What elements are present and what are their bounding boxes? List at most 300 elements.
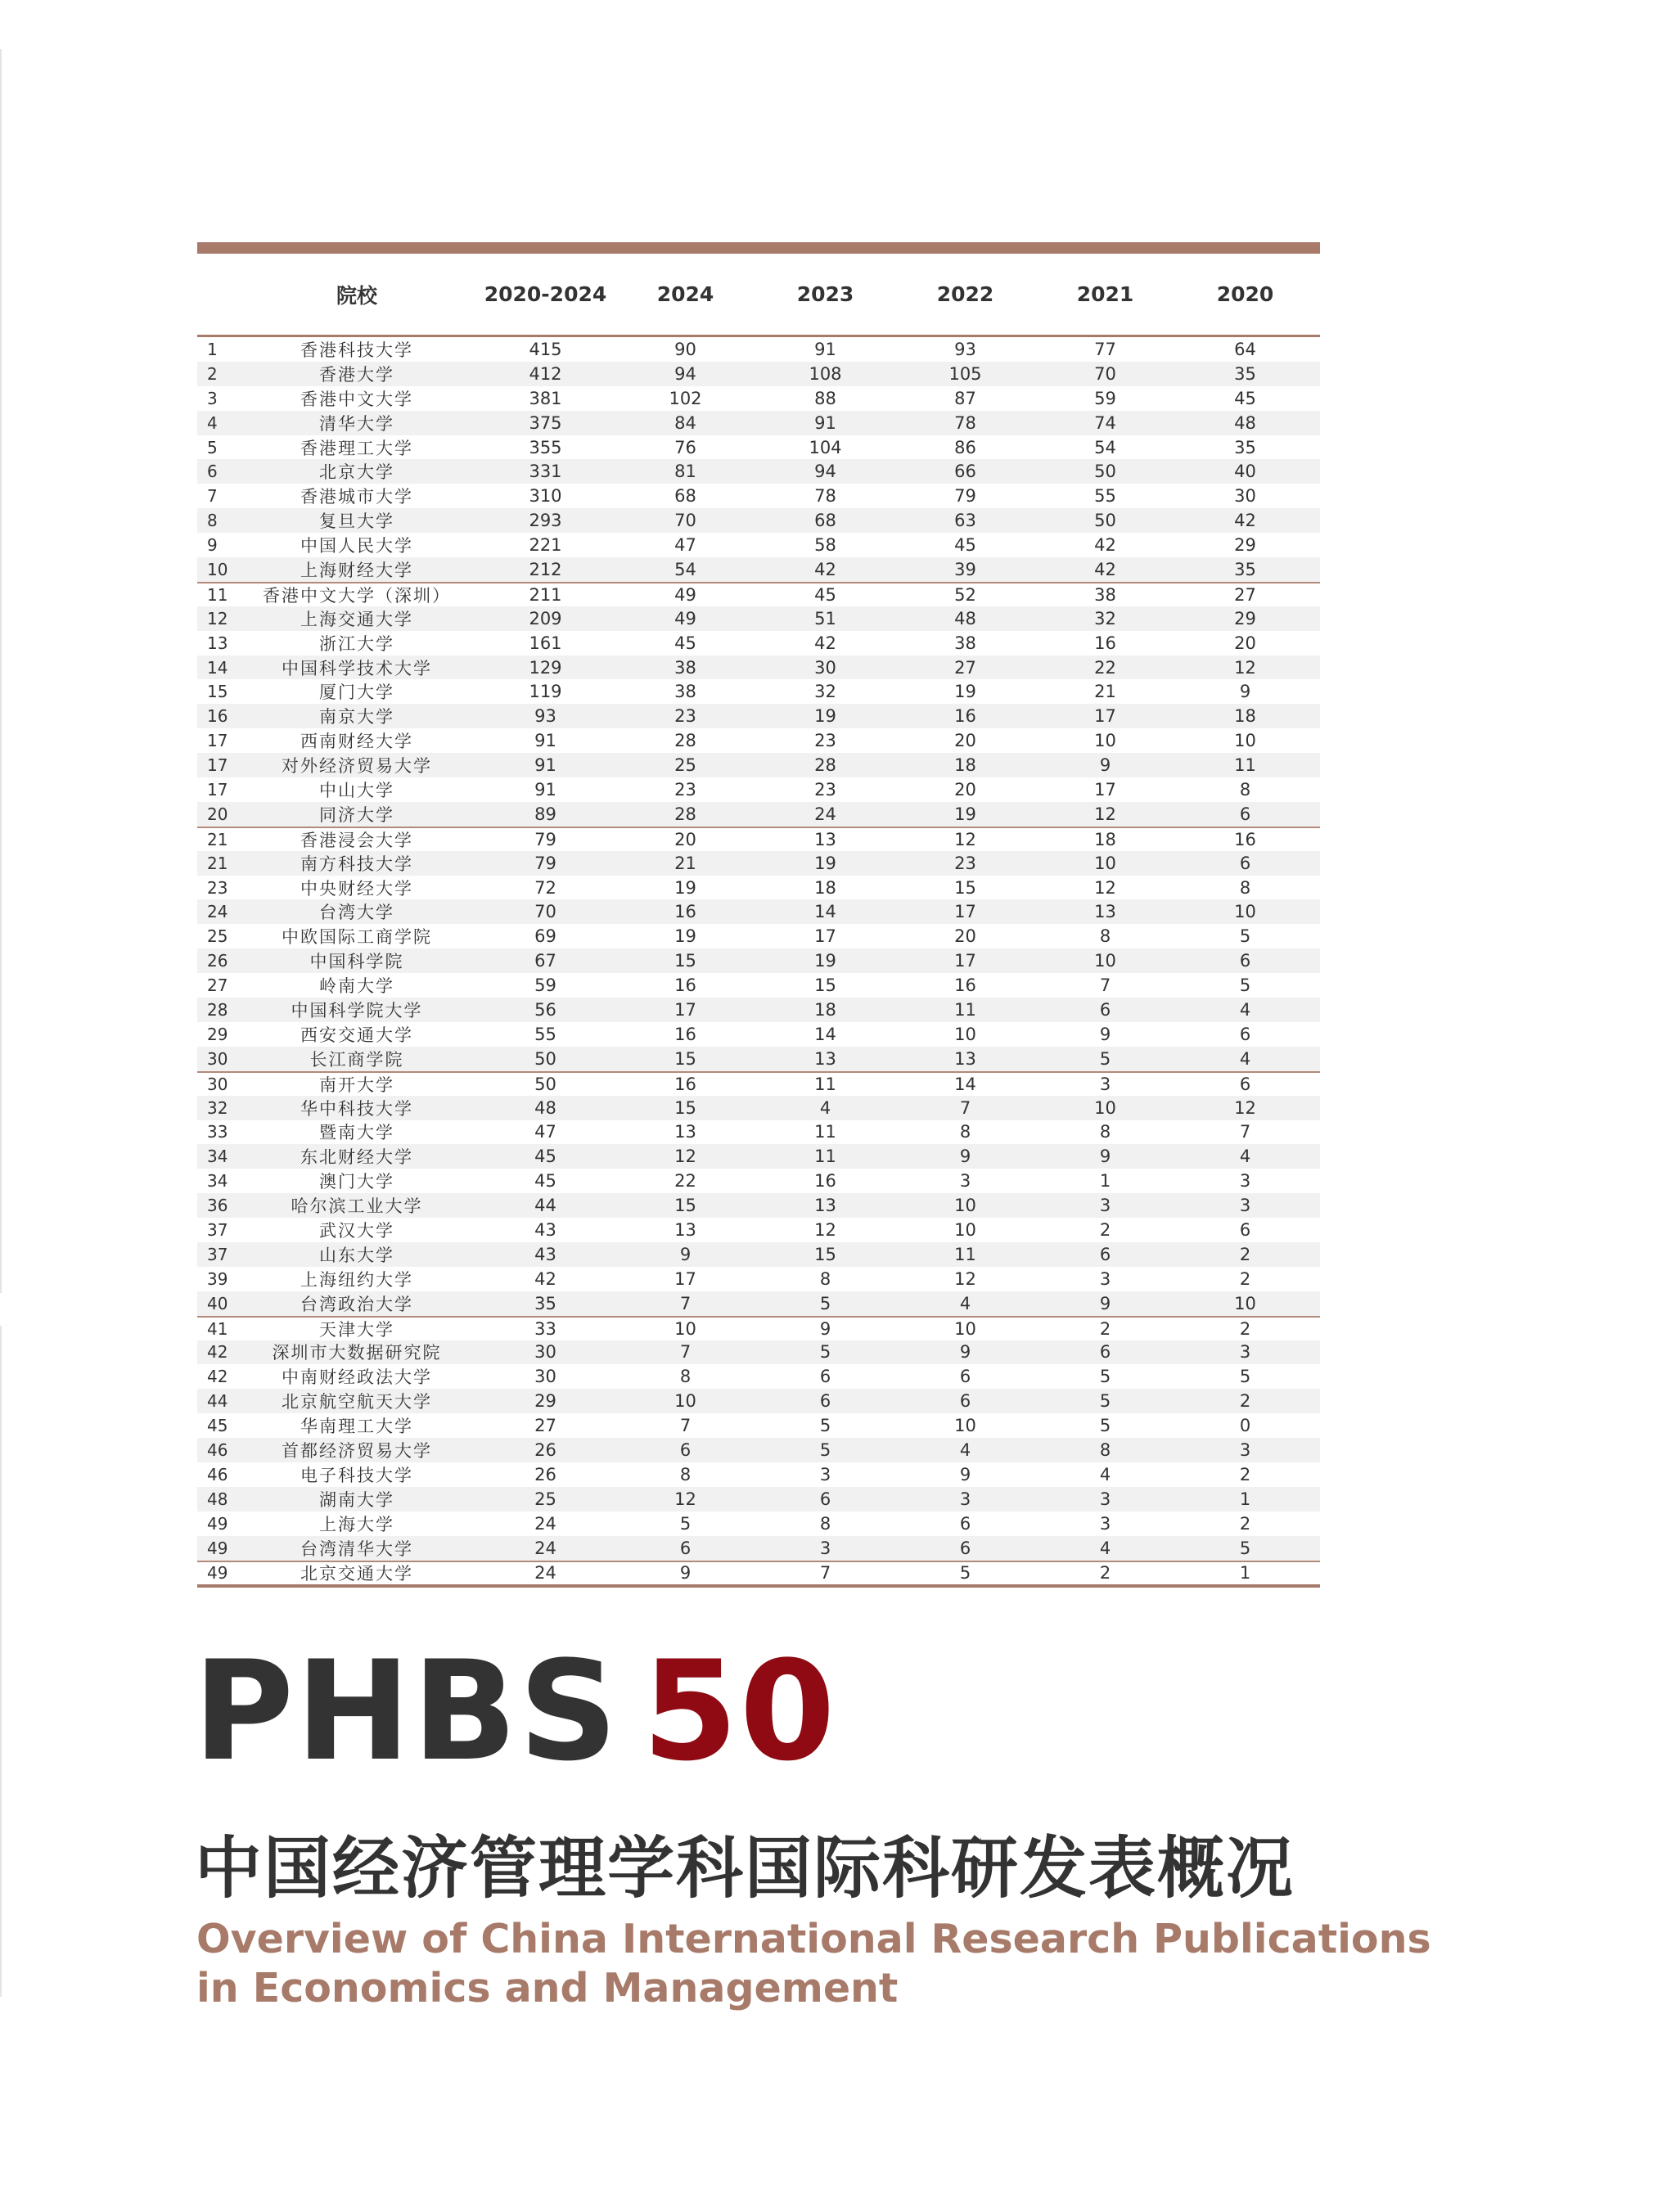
cell-institution: 香港城市大学 [300, 487, 413, 507]
cell-2022: 16 [954, 975, 976, 996]
cell-2024: 38 [674, 657, 696, 678]
cell-2021: 42 [1094, 535, 1116, 556]
cell-2020: 40 [1234, 462, 1256, 482]
cell-rank: 21 [207, 853, 228, 873]
cell-2020: 64 [1234, 339, 1256, 359]
cell-total: 129 [529, 657, 562, 678]
cell-2023: 32 [814, 682, 836, 702]
cell-2023: 6 [819, 1367, 831, 1387]
cell-total: 89 [534, 804, 556, 824]
cell-2021: 10 [1094, 853, 1116, 873]
header-institution: 院校 [336, 283, 377, 308]
cell-total: 45 [534, 1147, 556, 1167]
cell-institution: 香港科技大学 [300, 340, 413, 360]
cell-2020: 30 [1234, 486, 1256, 507]
cell-2023: 28 [814, 755, 836, 776]
cell-2022: 9 [959, 1464, 971, 1484]
cell-2022: 14 [954, 1074, 976, 1094]
cell-total: 48 [534, 1097, 556, 1118]
cell-2024: 7 [679, 1342, 692, 1363]
cell-2024: 45 [674, 633, 696, 653]
cell-total: 381 [529, 388, 562, 408]
cell-2020: 6 [1239, 853, 1251, 873]
cell-2022: 16 [954, 706, 976, 727]
page-edge-line [0, 49, 2, 1293]
cell-2022: 52 [954, 584, 976, 605]
table-row [197, 1561, 1320, 1585]
cell-total: 331 [529, 462, 562, 482]
cell-rank: 49 [207, 1563, 228, 1584]
english-title [196, 1915, 1473, 2013]
cell-2021: 5 [1099, 1367, 1111, 1387]
table-body [197, 337, 1320, 1584]
cell-2021: 10 [1094, 1097, 1116, 1118]
cell-2023: 13 [814, 829, 836, 849]
cell-2024: 16 [674, 1074, 696, 1094]
cell-2023: 45 [814, 584, 836, 605]
table-row [197, 1071, 1320, 1096]
cell-2024: 19 [674, 926, 696, 947]
cell-total: 91 [534, 731, 556, 751]
cell-rank: 29 [207, 1024, 228, 1044]
cell-2024: 90 [674, 339, 696, 359]
cell-institution: 山东大学 [319, 1245, 394, 1265]
cell-2021: 12 [1094, 877, 1116, 898]
cell-2023: 19 [814, 853, 836, 873]
cell-2021: 6 [1099, 1342, 1111, 1363]
table-row [197, 533, 1320, 557]
table-row [197, 1511, 1320, 1536]
cell-2024: 17 [674, 999, 696, 1020]
table-row [197, 679, 1320, 704]
table-row [197, 435, 1320, 460]
cell-2021: 13 [1094, 902, 1116, 922]
cell-total: 24 [534, 1563, 556, 1584]
cell-2022: 3 [959, 1171, 971, 1192]
cell-institution: 南方科技大学 [300, 854, 413, 874]
header-total: 2020-2024 [484, 282, 607, 306]
cell-2024: 23 [674, 779, 696, 800]
cell-institution: 华中科技大学 [300, 1098, 413, 1119]
cell-2024: 13 [674, 1122, 696, 1142]
cell-2021: 3 [1099, 1489, 1111, 1509]
cell-institution: 首都经济贸易大学 [282, 1441, 432, 1462]
cell-total: 25 [534, 1489, 556, 1509]
cell-total: 27 [534, 1416, 556, 1436]
cell-rank: 23 [207, 877, 228, 898]
cell-total: 211 [529, 584, 562, 605]
table-row [197, 753, 1320, 777]
cell-total: 33 [534, 1318, 556, 1339]
cell-2022: 20 [954, 731, 976, 751]
cell-2024: 16 [674, 902, 696, 922]
cell-institution: 中国科学院大学 [291, 1001, 423, 1020]
cell-total: 69 [534, 926, 556, 947]
cell-rank: 10 [207, 559, 228, 579]
cell-total: 24 [534, 1513, 556, 1534]
cell-total: 79 [534, 829, 556, 849]
cell-rank: 39 [207, 1268, 228, 1289]
cell-2021: 8 [1099, 1440, 1111, 1461]
cell-2024: 15 [674, 1196, 696, 1216]
cell-2021: 54 [1094, 437, 1116, 457]
cell-rank: 20 [207, 804, 228, 824]
table-row [197, 1267, 1320, 1291]
cell-2022: 18 [954, 755, 976, 776]
cell-institution: 中南财经政法大学 [282, 1367, 432, 1388]
cell-2022: 10 [954, 1196, 976, 1216]
cell-2020: 8 [1239, 877, 1251, 898]
english-title-line-1: Overview of China International Research Publications [196, 1916, 1431, 1962]
cell-2021: 3 [1099, 1513, 1111, 1534]
cell-2022: 63 [954, 511, 976, 531]
cell-2020: 45 [1234, 388, 1256, 408]
cell-institution: 香港中文大学（深圳） [263, 585, 451, 606]
cell-2021: 6 [1099, 1244, 1111, 1264]
cell-2024: 15 [674, 1048, 696, 1069]
table-row [197, 362, 1320, 386]
table-row [197, 631, 1320, 655]
cell-2021: 21 [1094, 682, 1116, 702]
cell-rank: 25 [207, 926, 228, 947]
cell-2022: 38 [954, 633, 976, 653]
cell-institution: 香港大学 [319, 364, 394, 385]
cell-2023: 18 [814, 999, 836, 1020]
cell-2021: 9 [1099, 1024, 1111, 1044]
cell-institution: 中央财经大学 [300, 878, 413, 899]
cell-total: 79 [534, 853, 556, 873]
cell-2021: 8 [1099, 1122, 1111, 1142]
table-row [197, 1316, 1320, 1340]
cell-institution: 台湾清华大学 [300, 1538, 413, 1559]
cell-2024: 5 [679, 1513, 692, 1534]
table-row [197, 557, 1320, 582]
cell-rank: 41 [207, 1318, 228, 1339]
cell-rank: 28 [207, 999, 228, 1020]
cell-2021: 6 [1099, 999, 1111, 1020]
cell-rank: 4 [207, 412, 218, 433]
cell-total: 45 [534, 1171, 556, 1192]
cell-2022: 87 [954, 388, 976, 408]
cell-2021: 2 [1099, 1563, 1111, 1584]
cell-2020: 4 [1239, 1147, 1251, 1167]
cell-institution: 上海交通大学 [300, 609, 413, 629]
cell-total: 72 [534, 877, 556, 898]
table-row [197, 948, 1320, 973]
cell-2023: 15 [814, 975, 836, 996]
table-row [197, 386, 1320, 411]
cell-2020: 18 [1234, 706, 1256, 727]
cell-2023: 4 [819, 1097, 831, 1118]
cell-2023: 15 [814, 1244, 836, 1264]
cell-2022: 10 [954, 1024, 976, 1044]
cell-total: 412 [529, 363, 562, 384]
cell-2023: 13 [814, 1048, 836, 1069]
cell-2023: 42 [814, 633, 836, 653]
table-row [197, 1389, 1320, 1413]
cell-2024: 6 [679, 1538, 692, 1558]
cell-institution: 暨南大学 [319, 1123, 394, 1143]
cell-rank: 13 [207, 633, 228, 653]
cell-2024: 21 [674, 853, 696, 873]
cell-2021: 22 [1094, 657, 1116, 678]
cell-2021: 16 [1094, 633, 1116, 653]
cell-2020: 35 [1234, 363, 1256, 384]
cell-2024: 25 [674, 755, 696, 776]
table-top-rule [197, 242, 1320, 254]
cell-2023: 18 [814, 877, 836, 898]
table-row [197, 1291, 1320, 1316]
cell-total: 26 [534, 1440, 556, 1461]
cell-2024: 47 [674, 535, 696, 556]
cell-rank: 44 [207, 1391, 228, 1412]
cell-rank: 33 [207, 1122, 228, 1142]
table-row [197, 851, 1320, 876]
table-row [197, 777, 1320, 802]
cell-2022: 5 [959, 1563, 971, 1584]
cell-2023: 11 [814, 1122, 836, 1142]
cell-2024: 9 [679, 1563, 692, 1584]
table-row [197, 876, 1320, 900]
cell-2023: 11 [814, 1074, 836, 1094]
cell-2024: 49 [674, 608, 696, 628]
cell-2022: 45 [954, 535, 976, 556]
cell-rank: 9 [207, 535, 218, 556]
cell-2020: 2 [1239, 1268, 1251, 1289]
cell-2024: 8 [679, 1367, 692, 1387]
cell-2023: 23 [814, 779, 836, 800]
cell-2022: 86 [954, 437, 976, 457]
table-row [197, 704, 1320, 728]
cell-2024: 12 [674, 1147, 696, 1167]
cell-2024: 19 [674, 877, 696, 898]
cell-total: 212 [529, 559, 562, 579]
cell-2024: 8 [679, 1464, 692, 1484]
cell-institution: 厦门大学 [319, 683, 394, 703]
cell-2021: 38 [1094, 584, 1116, 605]
cell-rank: 37 [207, 1244, 228, 1264]
header-2021: 2021 [1076, 282, 1134, 306]
table-row [197, 1536, 1320, 1561]
cell-2021: 4 [1099, 1538, 1111, 1558]
cell-2022: 20 [954, 779, 976, 800]
cell-rank: 34 [207, 1147, 228, 1167]
cell-institution: 南京大学 [319, 707, 394, 728]
cell-2024: 28 [674, 804, 696, 824]
cell-2020: 5 [1239, 1367, 1251, 1387]
table-row [197, 1169, 1320, 1193]
cell-rank: 36 [207, 1196, 228, 1216]
cell-2020: 16 [1234, 829, 1256, 849]
cell-2024: 38 [674, 682, 696, 702]
cell-institution: 中山大学 [319, 780, 394, 800]
cell-rank: 24 [207, 902, 228, 922]
cell-2023: 5 [819, 1416, 831, 1436]
cell-2024: 7 [679, 1293, 692, 1313]
cell-total: 29 [534, 1391, 556, 1412]
cell-2022: 6 [959, 1391, 971, 1412]
cell-total: 209 [529, 608, 562, 628]
cell-2024: 70 [674, 511, 696, 531]
cell-2023: 19 [814, 706, 836, 727]
cell-2022: 9 [959, 1147, 971, 1167]
cell-2020: 6 [1239, 804, 1251, 824]
cell-2023: 19 [814, 951, 836, 971]
cell-2023: 30 [814, 657, 836, 678]
cell-2022: 39 [954, 559, 976, 579]
cell-2023: 3 [819, 1464, 831, 1484]
cell-2022: 6 [959, 1367, 971, 1387]
cell-2021: 3 [1099, 1268, 1111, 1289]
cell-2022: 4 [959, 1440, 971, 1461]
cell-rank: 34 [207, 1171, 228, 1192]
cell-2020: 6 [1239, 1074, 1251, 1094]
cell-total: 119 [529, 682, 562, 702]
cell-2023: 42 [814, 559, 836, 579]
cell-2020: 3 [1239, 1196, 1251, 1216]
cell-2020: 2 [1239, 1244, 1251, 1264]
cell-2020: 8 [1239, 779, 1251, 800]
cell-2022: 6 [959, 1538, 971, 1558]
cell-2022: 17 [954, 951, 976, 971]
cell-institution: 中国科学技术大学 [282, 658, 432, 678]
cell-rank: 17 [207, 779, 228, 800]
cell-rank: 2 [207, 363, 218, 384]
cell-institution: 华南理工大学 [300, 1417, 413, 1437]
table-row [197, 1120, 1320, 1145]
cell-total: 42 [534, 1268, 556, 1289]
cell-total: 47 [534, 1122, 556, 1142]
cell-2021: 7 [1099, 975, 1111, 996]
cell-2020: 35 [1234, 437, 1256, 457]
cell-total: 70 [534, 902, 556, 922]
cell-2021: 59 [1094, 388, 1116, 408]
cell-rank: 11 [207, 584, 228, 605]
cell-2023: 88 [814, 388, 836, 408]
cell-2020: 2 [1239, 1318, 1251, 1339]
cell-2022: 8 [959, 1122, 971, 1142]
cell-2021: 74 [1094, 412, 1116, 433]
cell-2020: 5 [1239, 926, 1251, 947]
cell-institution: 台湾政治大学 [300, 1294, 413, 1314]
cell-2022: 10 [954, 1220, 976, 1240]
cell-rank: 40 [207, 1293, 228, 1313]
cell-institution: 对外经济贸易大学 [282, 756, 432, 777]
cell-2023: 6 [819, 1489, 831, 1509]
header-2022: 2022 [936, 282, 994, 306]
cell-institution: 南开大学 [319, 1074, 394, 1095]
cell-institution: 上海财经大学 [300, 560, 413, 580]
cell-2024: 76 [674, 437, 696, 457]
cell-2023: 58 [814, 535, 836, 556]
cell-2023: 91 [814, 412, 836, 433]
cell-2024: 7 [679, 1416, 692, 1436]
cell-total: 43 [534, 1244, 556, 1264]
cell-institution: 长江商学院 [309, 1049, 404, 1070]
cell-rank: 48 [207, 1489, 228, 1509]
chinese-title: 中国经济管理学科国际科研发表概况 [195, 1830, 1295, 1908]
cell-2023: 91 [814, 339, 836, 359]
table-row [197, 655, 1320, 680]
cell-2024: 6 [679, 1440, 692, 1461]
table-row [197, 728, 1320, 753]
table-row [197, 1438, 1320, 1462]
table-row [197, 1462, 1320, 1487]
cell-2024: 16 [674, 975, 696, 996]
cell-2024: 28 [674, 731, 696, 751]
cell-2023: 8 [819, 1268, 831, 1289]
cell-2021: 4 [1099, 1464, 1111, 1484]
cell-2022: 105 [948, 363, 982, 384]
cell-institution: 中欧国际工商学院 [282, 927, 432, 948]
table-row [197, 1022, 1320, 1047]
cell-institution: 电子科技大学 [300, 1465, 413, 1485]
cell-total: 30 [534, 1342, 556, 1363]
table-row [197, 1413, 1320, 1438]
cell-institution: 北京大学 [319, 462, 394, 483]
cell-rank: 17 [207, 755, 228, 776]
cell-2021: 9 [1099, 1293, 1111, 1313]
cell-2024: 68 [674, 486, 696, 507]
cell-2020: 5 [1239, 975, 1251, 996]
cell-2020: 3 [1239, 1440, 1251, 1461]
cell-institution: 香港理工大学 [300, 438, 413, 458]
cell-institution: 西南财经大学 [300, 732, 413, 752]
cell-total: 93 [534, 706, 556, 727]
header-2024: 2024 [656, 282, 714, 306]
cell-total: 26 [534, 1464, 556, 1484]
cell-institution: 深圳市大数据研究院 [272, 1343, 442, 1363]
table-row [197, 924, 1320, 948]
cell-2021: 3 [1099, 1074, 1111, 1094]
cell-rank: 46 [207, 1464, 228, 1484]
cell-total: 56 [534, 999, 556, 1020]
cell-rank: 3 [207, 388, 218, 408]
cell-rank: 27 [207, 975, 228, 996]
cell-total: 91 [534, 779, 556, 800]
cell-institution: 岭南大学 [319, 976, 394, 997]
cell-institution: 哈尔滨工业大学 [291, 1196, 423, 1217]
cell-2023: 23 [814, 731, 836, 751]
table-row [197, 899, 1320, 924]
cell-2021: 17 [1094, 706, 1116, 727]
cell-2022: 27 [954, 657, 976, 678]
cell-rank: 14 [207, 657, 228, 678]
cell-2023: 16 [814, 1171, 836, 1192]
cell-2023: 51 [814, 608, 836, 628]
cell-2023: 78 [814, 486, 836, 507]
cell-2021: 42 [1094, 559, 1116, 579]
cell-2023: 24 [814, 804, 836, 824]
cell-2024: 13 [674, 1220, 696, 1240]
cell-2022: 17 [954, 902, 976, 922]
cell-institution: 清华大学 [319, 413, 394, 434]
cell-institution: 天津大学 [319, 1319, 394, 1340]
cell-2021: 8 [1099, 926, 1111, 947]
cell-rank: 30 [207, 1074, 228, 1094]
cell-2020: 10 [1234, 731, 1256, 751]
table-row [197, 459, 1320, 484]
cell-rank: 12 [207, 608, 228, 628]
cell-2021: 9 [1099, 1147, 1111, 1167]
cell-2022: 23 [954, 853, 976, 873]
cell-2023: 6 [819, 1391, 831, 1412]
cell-2020: 6 [1239, 1220, 1251, 1240]
cell-2021: 5 [1099, 1416, 1111, 1436]
cell-total: 35 [534, 1293, 556, 1313]
cell-2020: 7 [1239, 1122, 1251, 1142]
table-row [197, 1364, 1320, 1389]
